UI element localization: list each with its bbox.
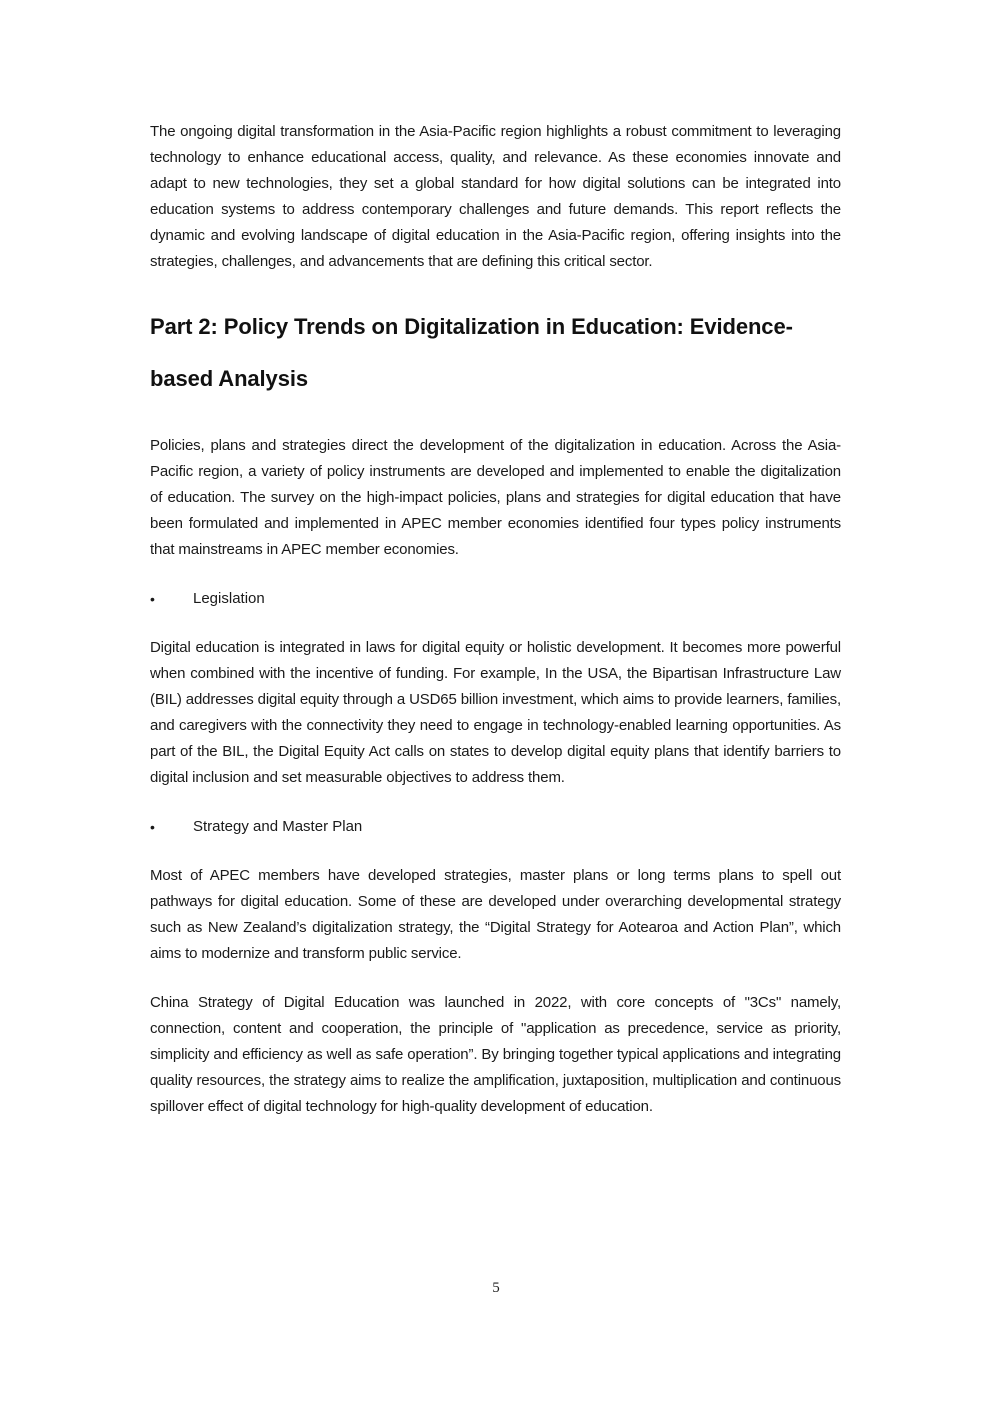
intro-paragraph: The ongoing digital transformation in the Asia-Pacific region highlights a robust commitment to leveraging technology to enhance educational access, quality, and relevance. As these economies innovate and adapt to new technologies, they set a global standard for how digital solutions can be integrated into education systems to address contemporary challenges and future demands. This report reflects the dynamic and evolving landscape of digital education in the Asia-Pacific region, offering insights into the strategies, challenges, and advancements that are defining this critical sector. [150,123,841,270]
bullet-item-legislation [150,586,841,612]
bullet-label-strategy: Strategy and Master Plan [193,818,363,835]
bullet-label-legislation: Legislation [193,590,265,607]
strategy-paragraph: Most of APEC members have developed strategies, master plans or long terms plans to spell out pathways for digital education. Some of these are developed under overarching developmental strategy such as New Zealand’s digitalization strategy, the “Digital Strategy for Aotearoa and Action Plan”, which aims to modernize and transform public service. [150,867,841,962]
china-paragraph: China Strategy of Digital Education was launched in 2022, with core concepts of "3Cs" namely, connection, content and cooperation, the principle of "application as precedence, service as priority, simplicity and efficiency as well as safe operation”. By bringing together typical applications and integrating quality resources, the strategy aims to realize the amplification, juxtaposition, multiplication and continuous spillover effect of digital technology for high-quality development of education. [150,994,841,1115]
bullet-icon: • [150,819,155,835]
policies-paragraph: Policies, plans and strategies direct the development of the digitalization in education. Across the Asia-Pacific region, a variety of policy instruments are developed and implemented to enable the digitalization of education. The survey on the high-impact policies, plans and strategies for digital education that have been formulated and implemented in APEC member economies identified four types policy instruments that mainstreams in APEC member economies. [150,437,841,558]
bullet-item-strategy [150,814,841,840]
bullet-icon: • [150,591,155,607]
legislation-paragraph: Digital education is integrated in laws for digital equity or holistic development. It becomes more powerful when combined with the incentive of funding. For example, In the USA, the Bipartisan Infrastructure Law (BIL) addresses digital equity through a USD65 billion investment, which aims to provide learners, families, and caregivers with the connectivity they need to engage in technology-enabled learning opportunities. As part of the BIL, the Digital Equity Act calls on states to develop digital equity plans that identify barriers to digital inclusion and set measurable objectives to address them. [150,639,841,786]
section-heading: Part 2: Policy Trends on Digitalization in Education: Evidence-based Analysis [150,314,793,391]
page-number: 5 [492,1280,500,1296]
page-body [150,119,841,1120]
